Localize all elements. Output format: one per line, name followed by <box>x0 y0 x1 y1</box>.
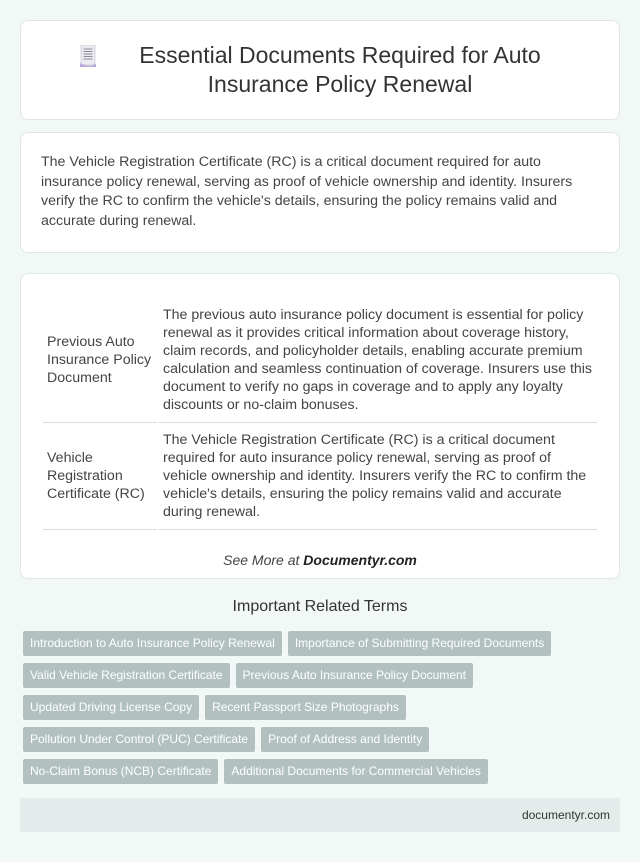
table-row <box>43 423 597 530</box>
page-title: Essential Documents Required for Auto Insurance Policy Renewal <box>139 42 541 97</box>
documents-table <box>41 296 599 530</box>
related-tag[interactable]: Valid Vehicle Registration Certificate <box>23 663 230 688</box>
intro-text: The Vehicle Registration Certificate (RC) is a critical document required for auto insurance policy renewal, serving as proof of vehicle ownership and identity. Insurers verify the RC to confirm the vehicle's details, ensuring the policy remains valid and accurate during renewal. <box>41 154 573 229</box>
see-more-prefix: See More at <box>223 552 304 568</box>
description-cell: The previous auto insurance policy document is essential for policy renewal as it provides critical information about coverage history, claim records, and policyholder details, enabling accurate premium calculation and seamless continuation of coverage. Insurers use this document to verify no gaps in coverage and to apply any loyalty discounts or no-claim bonuses. <box>159 296 597 423</box>
see-more-site: Documentyr.com <box>303 552 417 568</box>
see-more-link[interactable] <box>43 552 597 568</box>
related-tag[interactable]: Proof of Address and Identity <box>261 727 429 752</box>
footer-site[interactable]: documentyr.com <box>521 808 610 822</box>
related-terms-title: Important Related Terms <box>232 598 408 615</box>
title-wrap <box>21 41 619 99</box>
footer <box>20 798 620 832</box>
table-row <box>43 296 597 423</box>
related-tags <box>23 631 603 784</box>
related-tag[interactable]: Recent Passport Size Photographs <box>205 695 406 720</box>
related-tag[interactable]: No-Claim Bonus (NCB) Certificate <box>23 759 218 784</box>
related-tag[interactable]: Introduction to Auto Insurance Policy Renewal <box>23 631 282 656</box>
related-tag[interactable]: Importance of Submitting Required Documents <box>288 631 551 656</box>
document-icon <box>80 45 96 67</box>
documents-table-card <box>20 273 620 579</box>
description-cell: The Vehicle Registration Certificate (RC) is a critical document required for auto insurance policy renewal, serving as proof of vehicle ownership and identity. Insurers verify the RC to confirm the vehicle's details, ensuring the policy remains valid and accurate during renewal. <box>159 423 597 530</box>
term-cell: Vehicle Registration Certificate (RC) <box>43 423 157 530</box>
related-tag[interactable]: Previous Auto Insurance Policy Document <box>236 663 473 688</box>
term-cell: Previous Auto Insurance Policy Document <box>43 296 157 423</box>
related-tag[interactable]: Additional Documents for Commercial Vehicles <box>224 759 487 784</box>
intro-card <box>20 132 620 253</box>
header-card <box>20 20 620 120</box>
related-tag[interactable]: Updated Driving License Copy <box>23 695 199 720</box>
related-tag[interactable]: Pollution Under Control (PUC) Certificate <box>23 727 255 752</box>
